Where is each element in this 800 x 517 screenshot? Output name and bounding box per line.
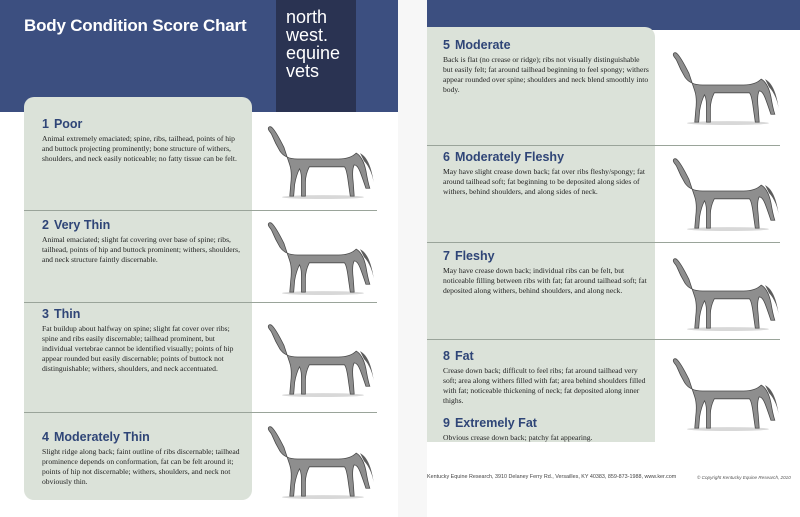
divider [24, 412, 377, 413]
score-heading [443, 249, 649, 263]
score-number: 1 [42, 117, 49, 131]
score-heading [443, 38, 649, 52]
footer-copyright: © Copyright Kentucky Equine Research, 2010 [697, 475, 791, 480]
score-name: Thin [53, 307, 81, 321]
score-entry-9 [443, 416, 649, 443]
score-name: Moderately Thin [53, 430, 150, 444]
score-heading [42, 430, 246, 444]
footer-address: Kentucky Equine Research, 3910 Delaney Ferry Rd., Versailles, KY 40383, 859-873-1988, www.ker.com [427, 474, 677, 480]
right-page [427, 0, 800, 517]
score-name: Poor [53, 117, 83, 131]
horse-illustration-6 [667, 150, 785, 232]
score-description: May have slight crease down back; fat over ribs fleshy/spongy; fat around tailhead soft; fat beginning to be deposited along sides of withers, behind shoulders, and along sides of neck. [443, 167, 646, 196]
score-heading [443, 349, 649, 363]
score-heading [443, 150, 649, 164]
score-name: Fleshy [454, 249, 495, 263]
score-entry-8 [443, 349, 649, 406]
score-heading [443, 416, 649, 430]
score-entry-2 [42, 218, 246, 265]
score-description: Animal extremely emaciated; spine, ribs, tailhead, points of hip and buttock projecting prominently; bone structure of withers, shoulders, and neck easily noticeable; no fatty tissue can be felt. [42, 134, 237, 163]
score-heading [42, 117, 246, 131]
score-description: Back is flat (no crease or ridge); ribs not visually distinguishable but easily felt; fat around tailhead beginning to feel spongy; withers appear rounded over spine; shoulders and neck blend smoothly into body. [443, 55, 649, 94]
score-number: 7 [443, 249, 450, 263]
score-heading [42, 307, 246, 321]
score-number: 8 [443, 349, 450, 363]
divider [24, 302, 377, 303]
score-name: Fat [454, 349, 474, 363]
header-band-right [427, 0, 800, 30]
score-entry-6 [443, 150, 649, 197]
divider [427, 145, 780, 146]
left-page [0, 0, 398, 517]
horse-illustration-1 [262, 118, 380, 200]
logo-line-4: vets [286, 61, 320, 81]
score-name: Very Thin [53, 218, 111, 232]
score-name: Moderately Fleshy [454, 150, 565, 164]
score-name: Moderate [454, 38, 511, 52]
horse-illustration-5 [667, 44, 785, 126]
logo-line-3: equine [286, 43, 341, 63]
score-description: Slight ridge along back; faint outline of ribs discernable; tailhead prominence depends on conformation, fat can be felt around it; points of hip not discernable; withers, shoulders, and neck not obviously thin. [42, 447, 240, 486]
logo-line-2: west. [286, 25, 329, 45]
page-title: Body Condition Score Chart [24, 16, 247, 35]
score-number: 9 [443, 416, 450, 430]
score-description: Crease down back; difficult to feel ribs; fat around tailhead very soft; area along withers filled with fat; area behind shoulders filled with fat; noticeable thickening of neck; fat deposited along inner thighs. [443, 366, 646, 405]
score-number: 4 [42, 430, 49, 444]
score-name: Extremely Fat [454, 416, 537, 430]
divider [24, 210, 377, 211]
score-number: 6 [443, 150, 450, 164]
logo [276, 0, 356, 112]
horse-illustration-4 [262, 418, 380, 500]
score-description: Animal emaciated; slight fat covering over base of spine; ribs, tailhead, points of hip and buttock prominent; withers, shoulders, and neck structure faintly discernable. [42, 235, 241, 264]
score-entry-5 [443, 38, 649, 95]
score-number: 2 [42, 218, 49, 232]
horse-illustration-7 [667, 250, 785, 332]
score-number: 3 [42, 307, 49, 321]
score-entry-3 [42, 307, 246, 374]
horse-illustration-3 [262, 316, 380, 398]
score-entry-4 [42, 430, 246, 487]
score-entry-7 [443, 249, 649, 296]
score-entry-1 [42, 117, 246, 164]
score-description: Fat buildup about halfway on spine; slight fat cover over ribs; spine and ribs easily discernable; tailhead prominent, but individual vertebrae cannot be identified visually; points of hip appear rounded but easily discernable; points of buttock not distinguishable; withers, shoulders, and neck accentuated. [42, 324, 234, 373]
score-heading [42, 218, 246, 232]
logo-line-1: north [286, 7, 328, 27]
score-description: Obvious crease down back; patchy fat appearing. [443, 433, 593, 442]
horse-illustration-8 [667, 350, 785, 432]
horse-illustration-2 [262, 214, 380, 296]
score-number: 5 [443, 38, 450, 52]
score-description: May have crease down back; individual ribs can be felt, but noticeable filling between ribs with fat; fat around tailhead soft; fat deposited along withers, behind shoulders, and along neck. [443, 266, 647, 295]
divider [427, 242, 780, 243]
divider [427, 339, 780, 340]
page-gutter [398, 0, 427, 517]
